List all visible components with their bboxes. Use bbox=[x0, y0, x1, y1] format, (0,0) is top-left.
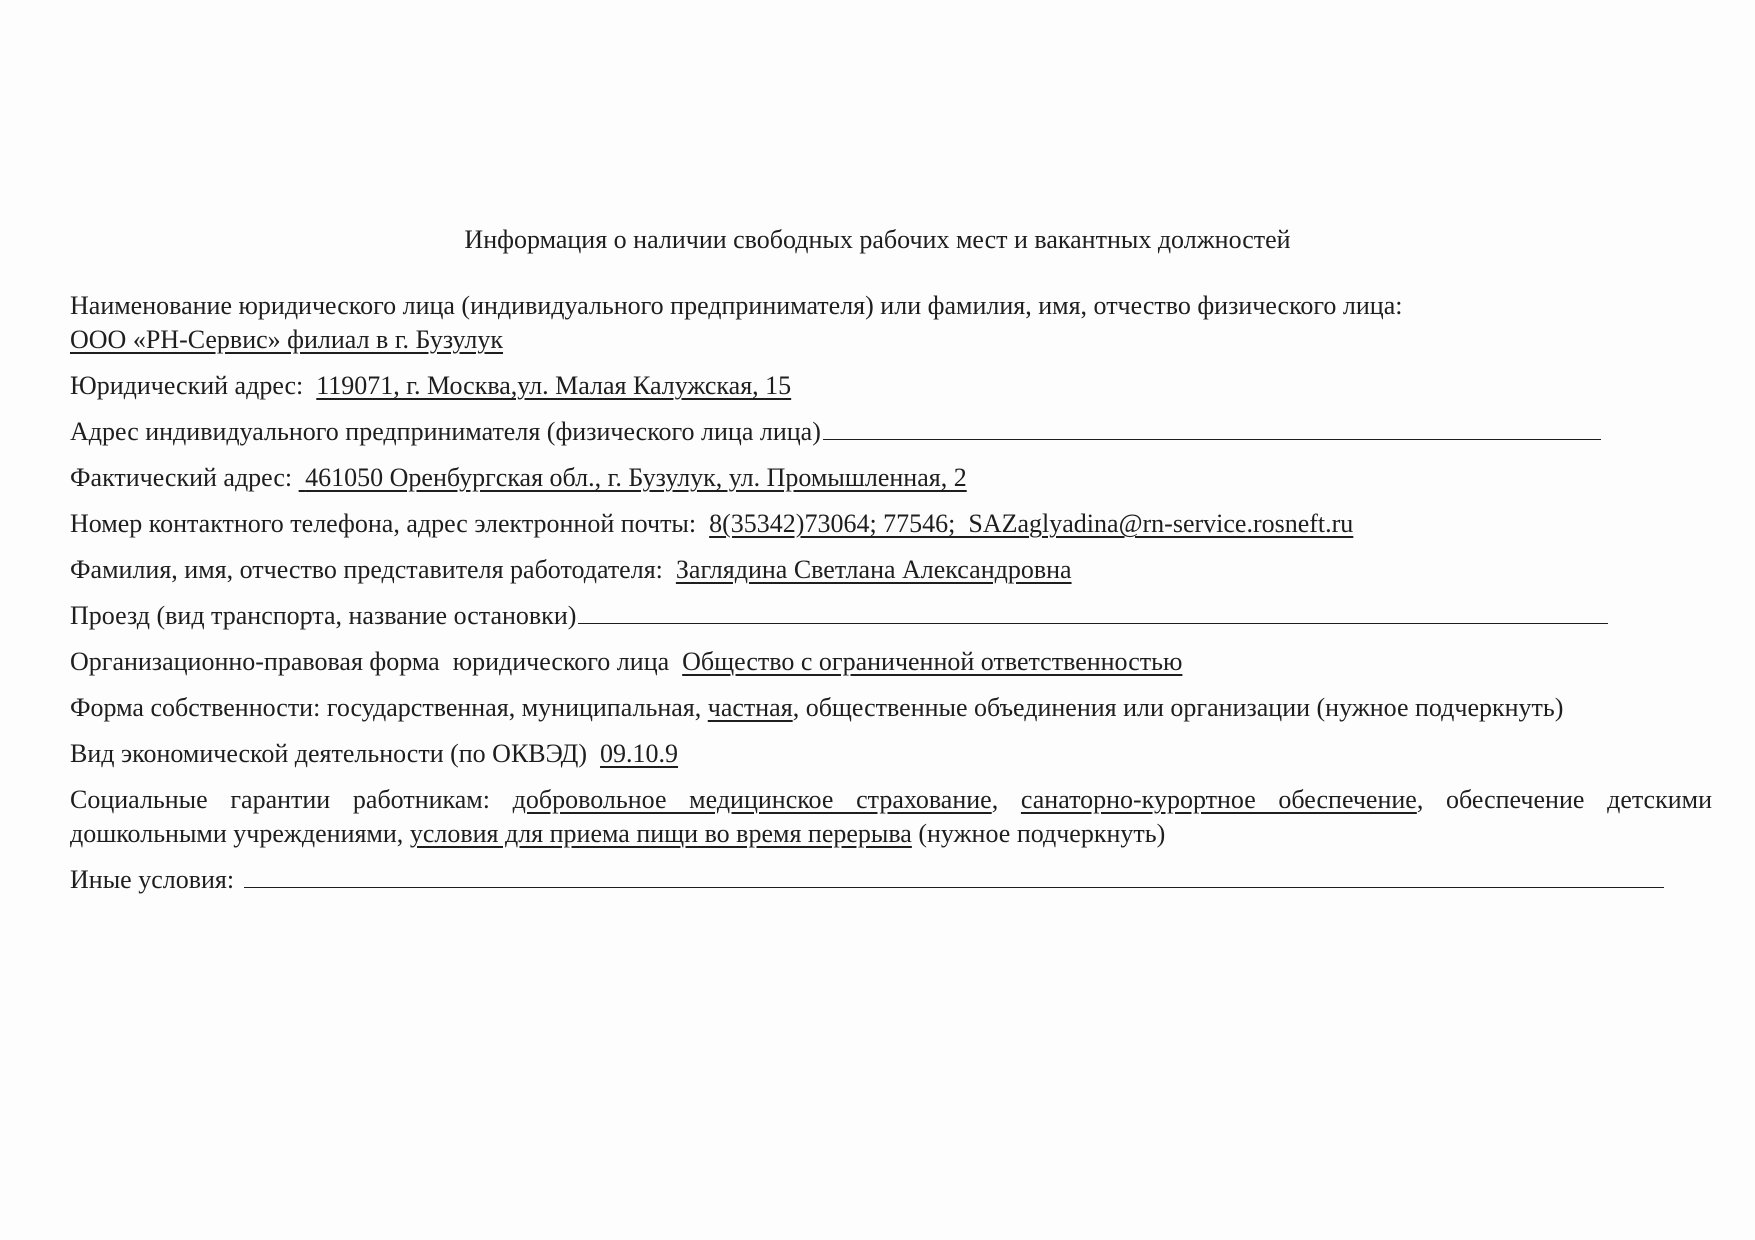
field-other bbox=[70, 863, 1710, 897]
field-representative-label: Фамилия, имя, отчество представителя работодателя: bbox=[70, 555, 663, 584]
field-social-suffix: (нужное подчеркнуть) bbox=[911, 819, 1166, 848]
field-contacts bbox=[70, 507, 1710, 541]
document-title: Информация о наличии свободных рабочих мест и вакантных должностей bbox=[464, 225, 1291, 254]
field-social-item-meals: условия для приема пищи во время перерыва bbox=[409, 819, 912, 848]
field-other-blank-line bbox=[244, 865, 1664, 888]
field-okved bbox=[70, 737, 1710, 771]
field-ip-address bbox=[70, 415, 1710, 449]
field-okved-value: 09.10.9 bbox=[600, 739, 679, 768]
field-representative-value: Заглядина Светлана Александровна bbox=[675, 555, 1072, 584]
field-social-middle: , обеспечение детскими дошкольными учреждениями, bbox=[70, 785, 1713, 848]
field-ownership-prefix: Форма собственности: государственная, муниципальная, bbox=[70, 693, 708, 722]
field-transport-label: Проезд (вид транспорта, название остановки) bbox=[70, 601, 577, 630]
field-name-label: Наименование юридического лица (индивидуального предпринимателя) или фамилия, имя, отчество физического лица: bbox=[70, 291, 1403, 320]
field-legal-form-label: Организационно-правовая форма юридического лица bbox=[70, 647, 670, 676]
field-legal-form-value: Общество с ограниченной ответственностью bbox=[682, 647, 1183, 676]
field-social bbox=[70, 783, 1712, 851]
field-other-label: Иные условия: bbox=[70, 865, 235, 894]
field-legal-address-label: Юридический адрес: bbox=[70, 371, 304, 400]
field-legal-address-value: 119071, г. Москва,ул. Малая Калужская, 15 bbox=[316, 371, 792, 400]
field-ownership-suffix: , общественные объединения или организации (нужное подчеркнуть) bbox=[792, 693, 1564, 722]
document-body bbox=[70, 289, 1713, 909]
field-ownership-selected: частная bbox=[707, 693, 793, 722]
field-ip-address-label: Адрес индивидуального предпринимателя (физического лица лица) bbox=[70, 417, 821, 446]
field-social-item-sanatorium: санаторно-курортное обеспечение bbox=[1020, 785, 1417, 814]
field-name bbox=[70, 289, 1710, 357]
field-contacts-value: 8(35342)73064; 77546; SAZaglyadina@rn-service.rosneft.ru bbox=[709, 509, 1354, 538]
field-social-item-medical: добровольное медицинское страхование bbox=[512, 785, 992, 814]
field-social-sep: , bbox=[991, 785, 1021, 814]
field-name-value: ООО «РН-Сервис» филиал в г. Бузулук bbox=[70, 325, 504, 354]
field-social-label: Социальные гарантии работникам: bbox=[70, 785, 490, 814]
field-representative bbox=[70, 553, 1710, 587]
field-ownership bbox=[70, 691, 1630, 725]
field-okved-label: Вид экономической деятельности (по ОКВЭД) bbox=[70, 739, 588, 768]
field-actual-address-label: Фактический адрес: bbox=[70, 463, 293, 492]
field-legal-address bbox=[70, 369, 1710, 403]
field-transport bbox=[70, 599, 1710, 633]
field-legal-form bbox=[70, 645, 1710, 679]
field-contacts-label: Номер контактного телефона, адрес электронной почты: bbox=[70, 509, 697, 538]
field-transport-blank-line bbox=[578, 601, 1608, 624]
field-actual-address bbox=[70, 461, 1710, 495]
field-actual-address-value: 461050 Оренбургская обл., г. Бузулук, ул. Промышленная, 2 bbox=[305, 463, 967, 492]
field-ip-address-blank-line bbox=[823, 417, 1601, 440]
